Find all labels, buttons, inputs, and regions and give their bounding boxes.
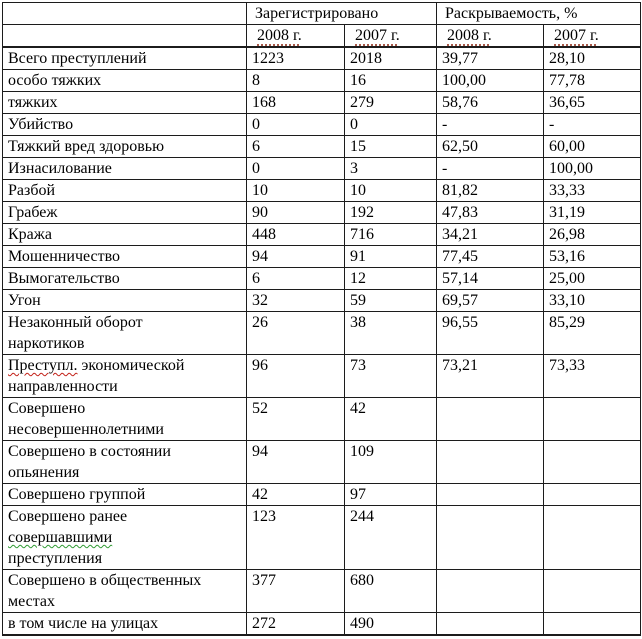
row-label: Совершено группой — [3, 484, 247, 506]
row-label: Вымогательство — [3, 268, 247, 290]
detection-2008-cell: 69,57 — [437, 290, 544, 312]
registered-2007-cell: 38 — [345, 312, 437, 355]
registered-2008-cell: 94 — [247, 441, 345, 484]
row-label: Убийство — [3, 114, 247, 136]
table-row — [3, 180, 641, 202]
detection-2008-cell: 39,77 — [437, 47, 544, 70]
row-label: особо тяжких — [3, 70, 247, 92]
row-label: Мошенничество — [3, 246, 247, 268]
registered-2008-cell: 52 — [247, 398, 345, 441]
row-label: Угон — [3, 290, 247, 312]
registered-2008-cell: 94 — [247, 246, 345, 268]
row-label: Кража — [3, 224, 247, 246]
registered-2008-cell: 26 — [247, 312, 345, 355]
detection-2008-cell: 81,82 — [437, 180, 544, 202]
table-row — [3, 47, 641, 70]
detection-2007-cell: 77,78 — [544, 70, 641, 92]
registered-2007-cell: 10 — [345, 180, 437, 202]
registered-2008-cell: 6 — [247, 268, 345, 290]
detection-2008-cell: 47,83 — [437, 202, 544, 224]
header-group-row — [3, 3, 641, 25]
crime-stats-table — [2, 2, 641, 636]
detection-2008-cell: 96,55 — [437, 312, 544, 355]
detection-2007-cell: 73,33 — [544, 355, 641, 398]
table-row — [3, 246, 641, 268]
detection-2008-cell — [437, 570, 544, 613]
row-label: Совершено в общественных местах — [3, 570, 247, 613]
row-label: Всего преступлений — [3, 47, 247, 70]
row-label: Разбой — [3, 180, 247, 202]
detection-2007-cell: 26,98 — [544, 224, 641, 246]
year-label: 2007 г. — [554, 27, 599, 44]
detection-2008-cell: - — [437, 114, 544, 136]
registered-2007-cell: 15 — [345, 136, 437, 158]
year-label: 2008 г. — [257, 27, 302, 44]
detection-2007-cell: 100,00 — [544, 158, 641, 180]
detection-2007-cell: 33,33 — [544, 180, 641, 202]
detection-2007-cell — [544, 570, 641, 613]
detection-2008-cell — [437, 441, 544, 484]
detection-2008-cell — [437, 484, 544, 506]
registered-2007-cell: 0 — [345, 114, 437, 136]
registered-2008-cell: 168 — [247, 92, 345, 114]
registered-2008-cell: 0 — [247, 114, 345, 136]
row-label: Тяжкий вред здоровью — [3, 136, 247, 158]
table-row — [3, 312, 641, 355]
header-detection-rate: Раскрываемость, % — [437, 3, 641, 25]
table-row — [3, 398, 641, 441]
registered-2007-cell: 73 — [345, 355, 437, 398]
spellcheck-mark: Преступл. — [8, 357, 78, 374]
table-row — [3, 355, 641, 398]
detection-2008-cell: 77,45 — [437, 246, 544, 268]
registered-2008-cell: 32 — [247, 290, 345, 312]
detection-2007-cell — [544, 398, 641, 441]
header-registered: Зарегистрировано — [247, 3, 437, 25]
registered-2008-cell: 10 — [247, 180, 345, 202]
registered-2007-cell: 42 — [345, 398, 437, 441]
row-label: тяжких — [3, 92, 247, 114]
detection-2007-cell: 28,10 — [544, 47, 641, 70]
registered-2007-cell: 59 — [345, 290, 437, 312]
row-label: Совершено ранее совершавшими преступления — [3, 506, 247, 570]
detection-2007-cell: 31,19 — [544, 202, 641, 224]
detection-2008-cell: 34,21 — [437, 224, 544, 246]
registered-2007-cell: 16 — [345, 70, 437, 92]
table-row — [3, 290, 641, 312]
registered-2007-cell: 12 — [345, 268, 437, 290]
detection-2007-cell: 85,29 — [544, 312, 641, 355]
table-row — [3, 441, 641, 484]
detection-2008-cell — [437, 613, 544, 636]
detection-2007-cell — [544, 613, 641, 636]
year-header-detection-2008 — [437, 25, 544, 48]
row-label: Грабеж — [3, 202, 247, 224]
table-row — [3, 506, 641, 570]
registered-2007-cell: 2018 — [345, 47, 437, 70]
table-row — [3, 92, 641, 114]
table-row — [3, 158, 641, 180]
table-row — [3, 224, 641, 246]
detection-2008-cell: 100,00 — [437, 70, 544, 92]
detection-2007-cell: 60,00 — [544, 136, 641, 158]
detection-2008-cell — [437, 506, 544, 570]
detection-2007-cell: 33,10 — [544, 290, 641, 312]
detection-2008-cell — [437, 398, 544, 441]
detection-2007-cell: 36,65 — [544, 92, 641, 114]
detection-2007-cell — [544, 441, 641, 484]
grammar-mark: совершавшими — [8, 529, 113, 546]
table-row — [3, 268, 641, 290]
corner-cell-bottom — [3, 25, 247, 48]
detection-2008-cell: 73,21 — [437, 355, 544, 398]
registered-2007-cell: 91 — [345, 246, 437, 268]
registered-2008-cell: 448 — [247, 224, 345, 246]
registered-2008-cell: 90 — [247, 202, 345, 224]
registered-2008-cell: 377 — [247, 570, 345, 613]
table-row — [3, 70, 641, 92]
table-row — [3, 570, 641, 613]
table-row — [3, 613, 641, 636]
detection-2008-cell: 62,50 — [437, 136, 544, 158]
registered-2008-cell: 42 — [247, 484, 345, 506]
registered-2008-cell: 96 — [247, 355, 345, 398]
registered-2008-cell: 8 — [247, 70, 345, 92]
registered-2007-cell: 109 — [345, 441, 437, 484]
row-label: Незаконный оборот наркотиков — [3, 312, 247, 355]
table-row — [3, 484, 641, 506]
registered-2007-cell: 490 — [345, 613, 437, 636]
row-label: в том числе на улицах — [3, 613, 247, 636]
detection-2008-cell: 57,14 — [437, 268, 544, 290]
registered-2008-cell: 1223 — [247, 47, 345, 70]
registered-2007-cell: 97 — [345, 484, 437, 506]
row-label: Совершено несовершеннолетними — [3, 398, 247, 441]
detection-2007-cell: 53,16 — [544, 246, 641, 268]
registered-2008-cell: 123 — [247, 506, 345, 570]
detection-2007-cell: - — [544, 114, 641, 136]
registered-2008-cell: 6 — [247, 136, 345, 158]
row-label: Преступл. экономической направленности — [3, 355, 247, 398]
registered-2007-cell: 192 — [345, 202, 437, 224]
detection-2007-cell — [544, 484, 641, 506]
table-row — [3, 202, 641, 224]
year-label: 2008 г. — [447, 27, 492, 44]
table-row — [3, 114, 641, 136]
detection-2007-cell: 25,00 — [544, 268, 641, 290]
detection-2008-cell: - — [437, 158, 544, 180]
year-header-detection-2007 — [544, 25, 641, 48]
registered-2007-cell: 244 — [345, 506, 437, 570]
corner-cell-top — [3, 3, 247, 25]
registered-2007-cell: 680 — [345, 570, 437, 613]
registered-2008-cell: 0 — [247, 158, 345, 180]
header-year-row — [3, 25, 641, 48]
row-label: Совершено в состоянии опьянения — [3, 441, 247, 484]
detection-2008-cell: 58,76 — [437, 92, 544, 114]
year-label: 2007 г. — [355, 27, 400, 44]
registered-2007-cell: 716 — [345, 224, 437, 246]
detection-2007-cell — [544, 506, 641, 570]
table-row — [3, 136, 641, 158]
registered-2007-cell: 279 — [345, 92, 437, 114]
registered-2007-cell: 3 — [345, 158, 437, 180]
year-header-registered-2007 — [345, 25, 437, 48]
registered-2008-cell: 272 — [247, 613, 345, 636]
row-label: Изнасилование — [3, 158, 247, 180]
year-header-registered-2008 — [247, 25, 345, 48]
